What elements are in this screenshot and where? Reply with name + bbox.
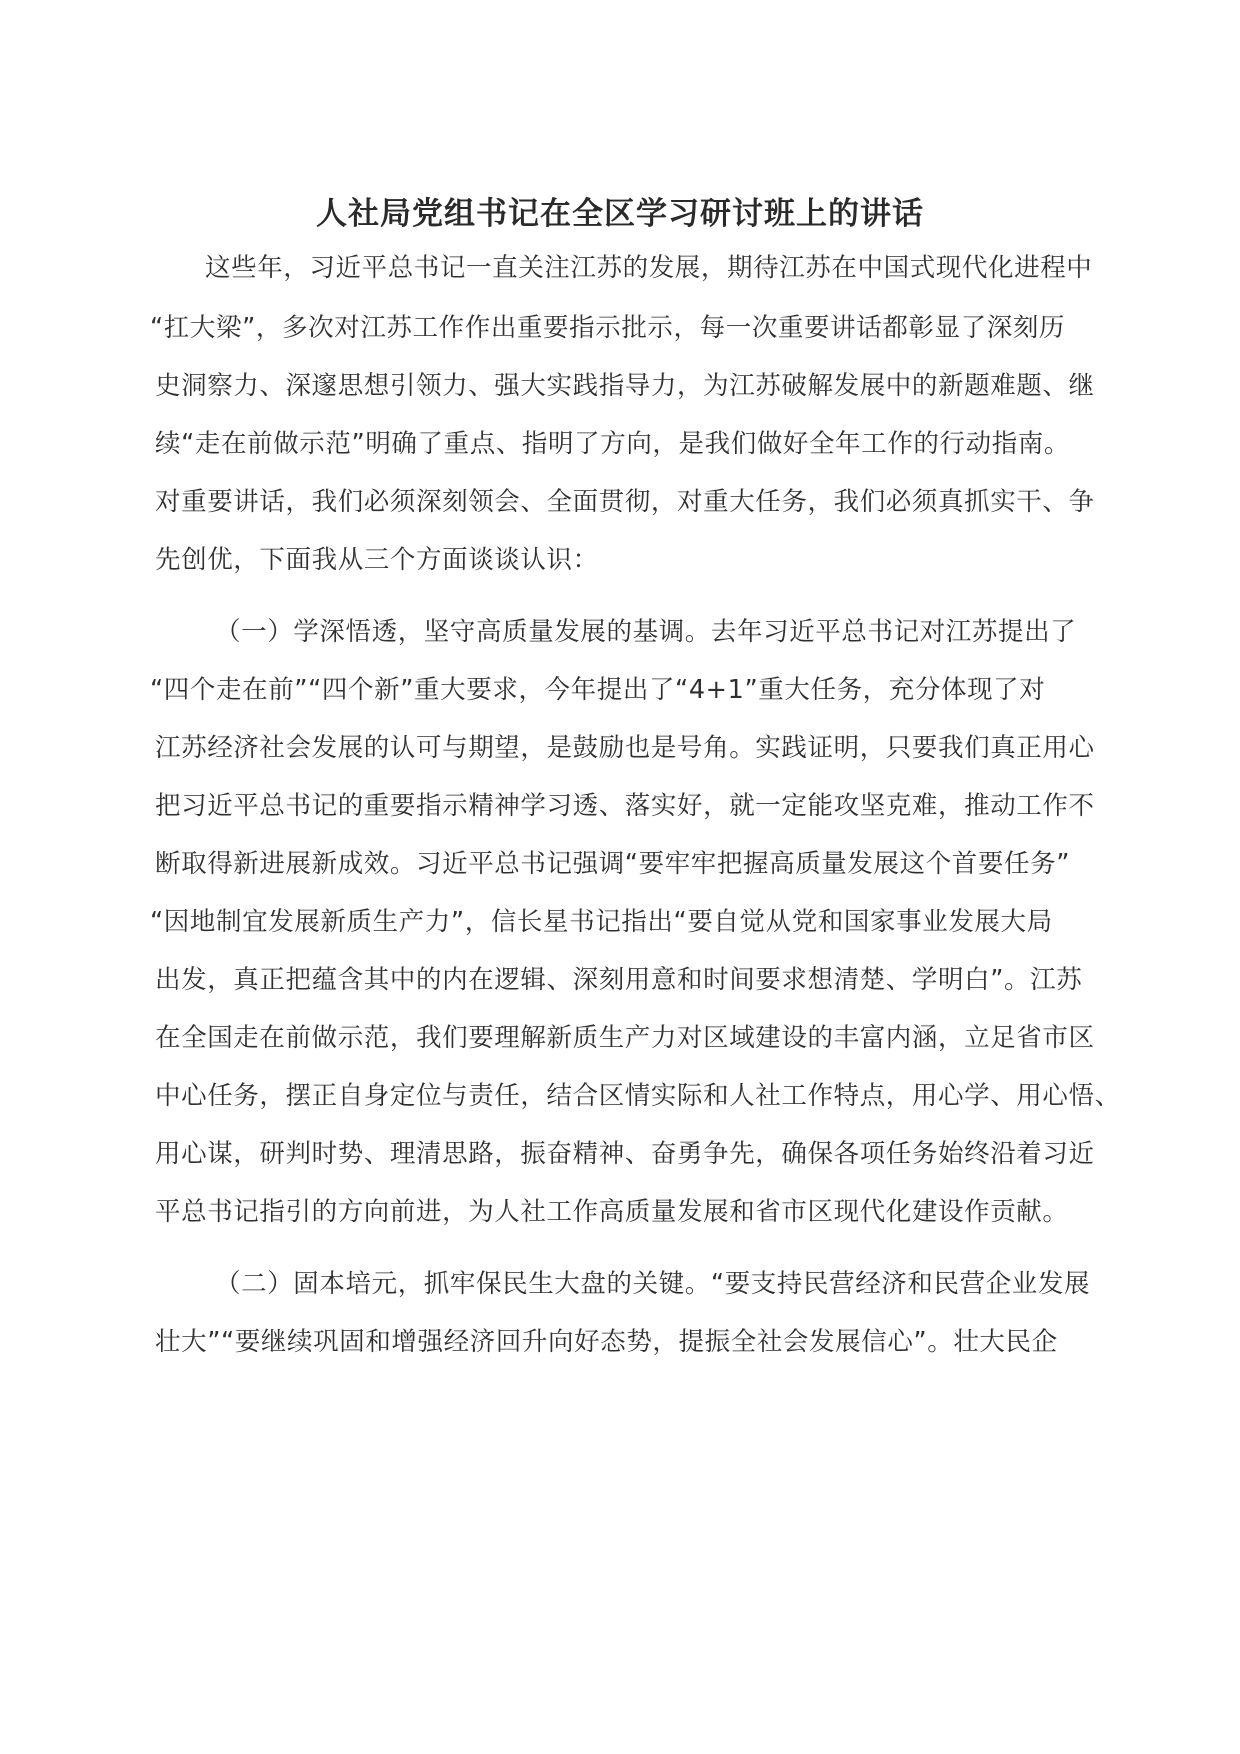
paragraph-2-line-2: “四个走在前”“四个新”重大要求，今年提出了“4+1”重大任务，充分体现了对: [150, 675, 1046, 705]
paragraph-2-line-7: 出发，真正把蕴含其中的内在逻辑、深刻用意和时间要求想清楚、学明白”。江苏: [155, 965, 1083, 995]
document-title: 人社局党组书记在全区学习研讨班上的讲话: [316, 196, 924, 232]
paragraph-2-line-11: 平总书记指引的方向前进，为人社工作高质量发展和省市区现代化建设作贡献。: [155, 1197, 1069, 1227]
paragraph-1-line-6: 先创优，下面我从三个方面谈谈认识：: [155, 545, 599, 575]
paragraph-2-line-10: 用心谋，研判时势、理清思路，振奋精神、奋勇争先，确保各项任务始终沿着习近: [155, 1139, 1095, 1169]
paragraph-1-line-2: “扛大梁”，多次对江苏工作作出重要指示批示，每一次重要讲话都彰显了深刻历: [150, 313, 1066, 343]
paragraph-1-line-1: 这些年，习近平总书记一直关注江苏的发展，期待江苏在中国式现代化进程中: [205, 253, 1093, 283]
paragraph-1-line-5: 对重要讲话，我们必须深刻领会、全面贯彻，对重大任务，我们必须真抓实干、争: [155, 487, 1095, 517]
paragraph-2-line-4: 把习近平总书记的重要指示精神学习透、落实好，就一定能攻坚克难，推动工作不: [155, 791, 1095, 821]
paragraph-3-line-1: （二）固本培元，抓牢保民生大盘的关键。“要支持民营经济和民营企业发展: [215, 1269, 1091, 1299]
paragraph-1-line-3: 史洞察力、深邃思想引领力、强大实践指导力，为江苏破解发展中的新题难题、继: [155, 371, 1095, 401]
paragraph-1-line-4: 续“走在前做示范”明确了重点、指明了方向，是我们做好全年工作的行动指南。: [155, 429, 1071, 459]
paragraph-2-line-3: 江苏经济社会发展的认可与期望，是鼓励也是号角。实践证明，只要我们真正用心: [155, 733, 1095, 763]
paragraph-2-line-1: （一）学深悟透，坚守高质量发展的基调。去年习近平总书记对江苏提出了: [215, 617, 1077, 647]
paragraph-2-line-8: 在全国走在前做示范，我们要理解新质生产力对区域建设的丰富内涵，立足省市区: [155, 1023, 1095, 1053]
paragraph-2-line-6: “因地制宜发展新质生产力”，信长星书记指出“要自觉从党和国家事业发展大局: [150, 907, 1053, 937]
paragraph-2-line-9: 中心任务，摆正自身定位与责任，结合区情实际和人社工作特点，用心学、用心悟、: [155, 1081, 1121, 1111]
paragraph-2-line-5: 断取得新进展新成效。习近平总书记强调“要牢牢把握高质量发展这个首要任务”: [155, 849, 1071, 879]
paragraph-3-line-2: 壮大”“要继续巩固和增强经济回升向好态势，提振全社会发展信心”。壮大民企: [155, 1327, 1058, 1357]
